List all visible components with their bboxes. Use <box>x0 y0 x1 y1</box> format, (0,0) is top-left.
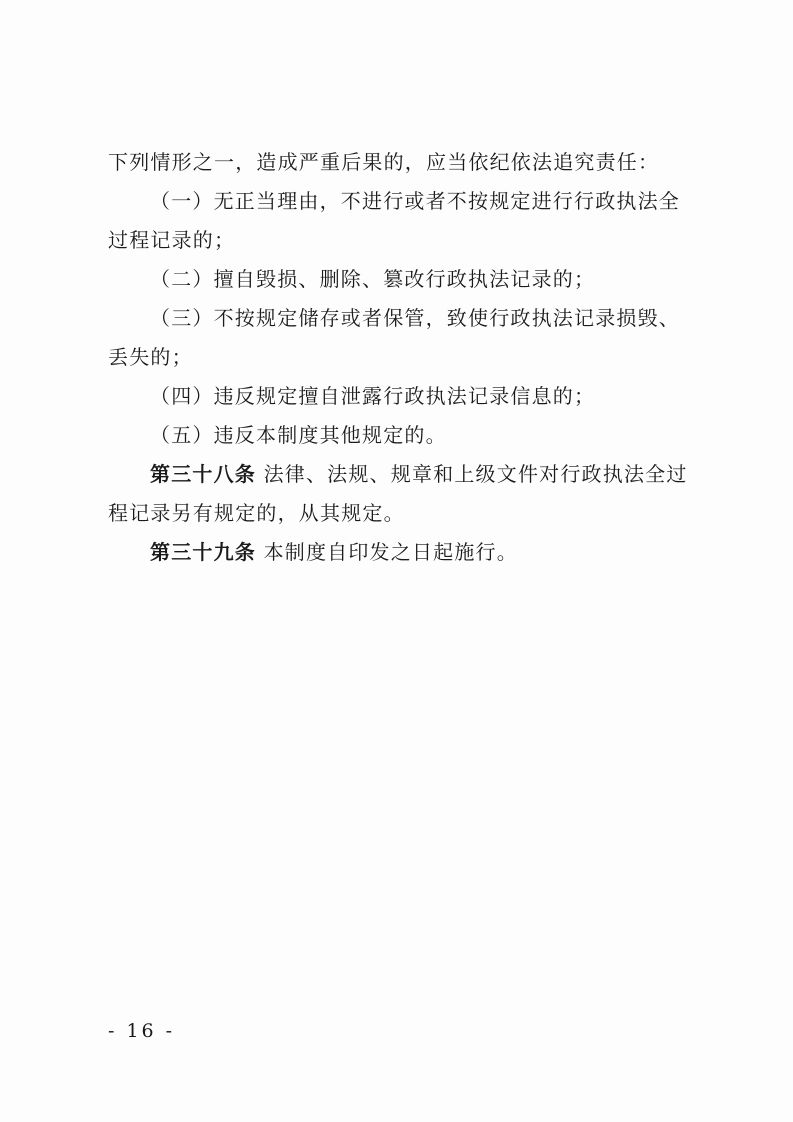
article-38-heading: 第三十八条 <box>150 462 256 486</box>
list-item-3-continued: 丢失的； <box>108 345 193 369</box>
list-item-1-continued: 过程记录的； <box>108 228 236 252</box>
paragraph-line: 下列情形之一，造成严重后果的，应当依纪依法追究责任： <box>108 150 660 174</box>
list-item-4: （四）违反规定擅自泄露行政执法记录信息的； <box>150 384 596 408</box>
article-38-continued: 程记录另有规定的，从其规定。 <box>108 501 405 525</box>
list-item-3: （三）不按规定储存或者保管，致使行政执法记录损毁、 <box>150 306 680 330</box>
list-item-5: （五）违反本制度其他规定的。 <box>150 423 447 447</box>
article-39-heading: 第三十九条 <box>150 540 256 564</box>
article-39 <box>108 533 690 572</box>
article-38-text: 法律、法规、规章和上级文件对行政执法全过 <box>263 462 688 486</box>
article-38 <box>108 455 690 494</box>
page-number: - 16 - <box>108 1020 176 1042</box>
list-item-2: （二）擅自毁损、删除、篡改行政执法记录的； <box>150 267 596 291</box>
article-39-text: 本制度自印发之日起施行。 <box>263 540 518 564</box>
document-body <box>108 143 690 572</box>
list-item-1: （一）无正当理由，不进行或者不按规定进行行政执法全 <box>150 189 680 213</box>
